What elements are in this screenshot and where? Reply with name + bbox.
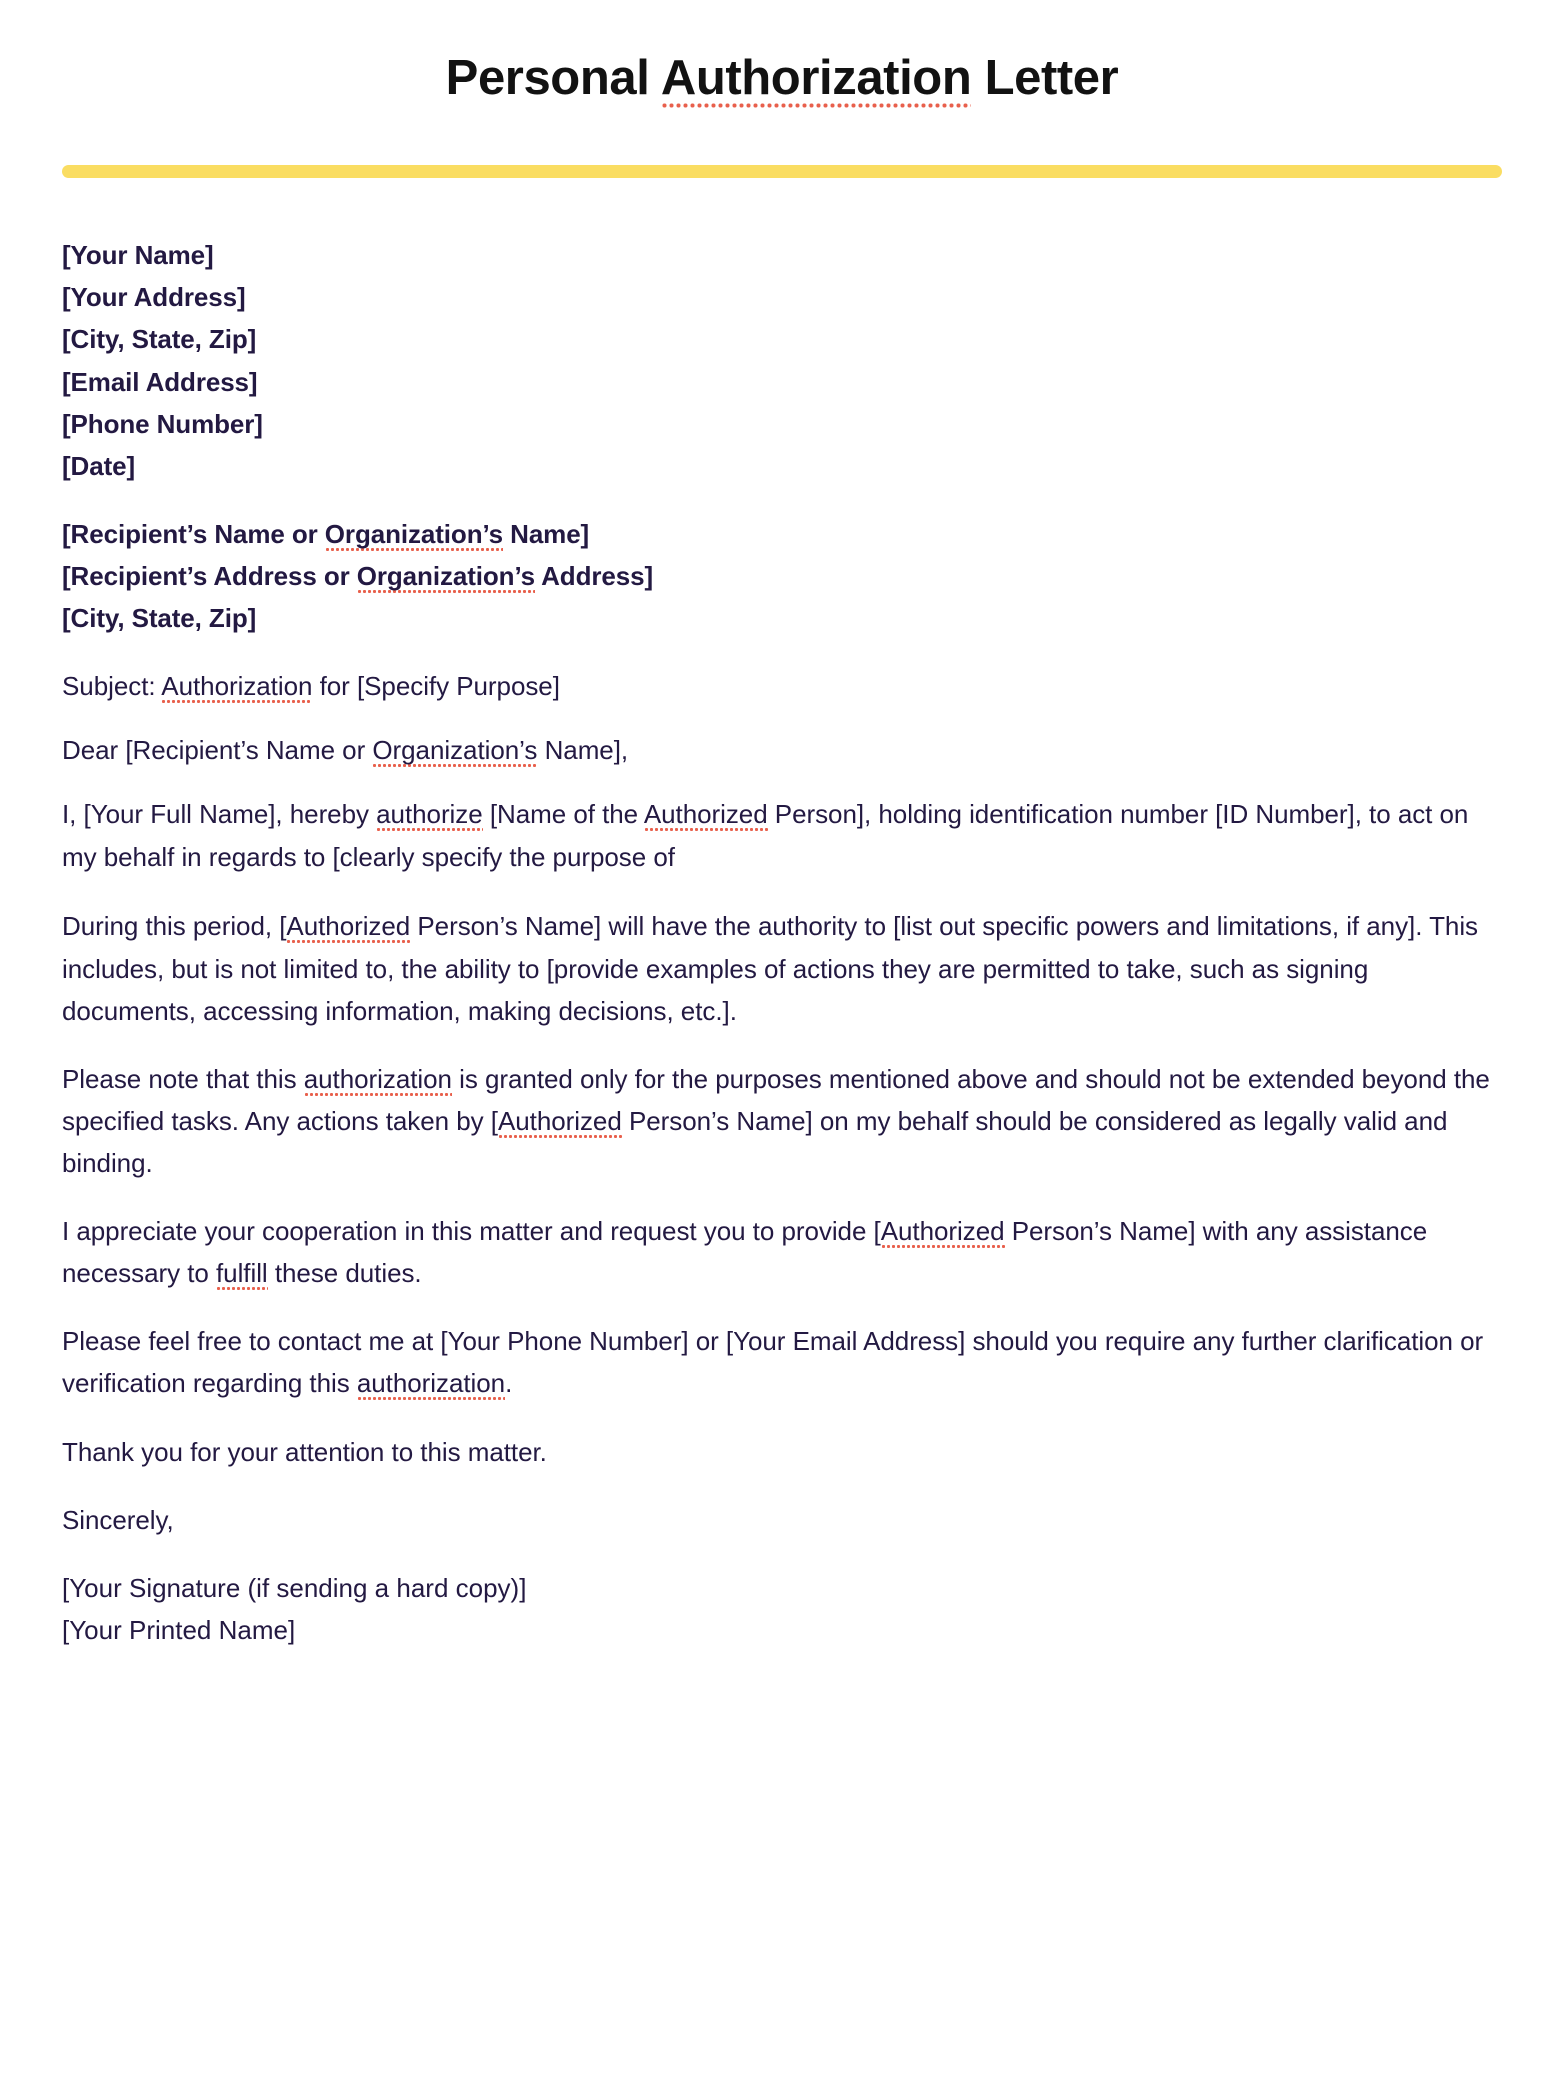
paragraph-authorization-grant-wrapper bbox=[62, 793, 1502, 883]
subject-misspelled-word: Authorization bbox=[161, 671, 312, 704]
p5-misspelled-word-authorization: authorization bbox=[357, 1368, 505, 1401]
p3-misspelled-word-authorization: authorization bbox=[304, 1064, 452, 1097]
sender-address-block bbox=[62, 234, 1502, 487]
paragraph-contact-info bbox=[62, 1320, 1502, 1404]
p5-text-a: Please feel free to contact me at [Your Phone Number] or [Your Email Address] should you require any further clarification or verification regarding this bbox=[62, 1326, 1484, 1399]
address-block-spacer bbox=[62, 487, 1502, 513]
recipient-city-state-zip-line: [City, State, Zip] bbox=[62, 603, 257, 634]
sender-city-state-zip-line: [City, State, Zip] bbox=[62, 324, 257, 355]
title-text-prefix: Personal bbox=[445, 51, 661, 105]
p4-misspelled-word-authorized: Authorized bbox=[881, 1216, 1005, 1249]
sender-email-line: [Email Address] bbox=[62, 366, 258, 397]
recipient-name-text-b: Name] bbox=[503, 518, 590, 549]
recipient-address-text-b: Address] bbox=[534, 561, 654, 592]
p4-misspelled-word-fulfill: fulfill bbox=[216, 1258, 268, 1291]
sign-off-line: Sincerely, bbox=[62, 1504, 174, 1535]
p1-text-c: Person], holding identification number [ID Number], to act on my behalf in regards to [clearly specify the purpose of bbox=[62, 799, 1469, 872]
recipient-address-block bbox=[62, 513, 1502, 639]
printed-name-placeholder-line: [Your Printed Name] bbox=[62, 1614, 296, 1645]
salutation-text-b: Name], bbox=[537, 735, 629, 766]
p2-text-a: During this period, [ bbox=[62, 911, 287, 942]
p4-text-b: Person’s Name] with any assistance necessary to bbox=[62, 1216, 1428, 1289]
recipient-block-spacer bbox=[62, 639, 1502, 665]
p1-text-b: [Name of the bbox=[482, 799, 644, 830]
paragraph-scope-note bbox=[62, 1058, 1502, 1184]
recipient-name-line bbox=[62, 513, 1502, 555]
p4-text-a: I appreciate your cooperation in this matter and request you to provide [ bbox=[62, 1216, 881, 1247]
sender-name-line: [Your Name] bbox=[62, 240, 214, 271]
p1-text-a: I, [Your Full Name], hereby bbox=[62, 799, 377, 830]
p3-text-a: Please note that this bbox=[62, 1063, 304, 1094]
salutation-misspelled-word: Organization’s bbox=[372, 735, 537, 768]
p5-text-b: . bbox=[505, 1368, 513, 1399]
recipient-name-misspelled-word: Organization’s bbox=[325, 519, 503, 552]
p2-misspelled-word-authorized: Authorized bbox=[286, 911, 410, 944]
paragraph-powers-and-limitations bbox=[62, 905, 1502, 1031]
subject-label: Subject: bbox=[62, 671, 162, 702]
date-line: [Date] bbox=[62, 450, 136, 481]
salutation-line bbox=[62, 729, 1502, 771]
recipient-address-text-a: [Recipient’s Address or bbox=[62, 561, 357, 592]
p1-misspelled-word-authorized: Authorized bbox=[644, 799, 768, 832]
salutation-text-a: Dear [Recipient’s Name or bbox=[62, 735, 373, 766]
recipient-address-misspelled-word: Organization’s bbox=[357, 561, 535, 594]
sender-phone-line: [Phone Number] bbox=[62, 408, 263, 439]
paragraph-cooperation-request bbox=[62, 1210, 1502, 1294]
p3-text-c: Person’s Name] on my behalf should be considered as legally valid and binding. bbox=[62, 1105, 1448, 1178]
paragraph-authorization-grant bbox=[62, 793, 1502, 877]
accent-divider bbox=[62, 165, 1502, 178]
page-title bbox=[62, 0, 1502, 109]
title-misspelled-word: Authorization bbox=[661, 51, 972, 109]
p2-text-b: Person’s Name] will have the authority to [list out specific powers and limitations, if any]. This includes, but is not limited to, the ability to [provide examples of actions they are permitted to take, such as signing documents, accessing information, making decisions, etc.]. bbox=[62, 911, 1479, 1026]
subject-line bbox=[62, 665, 1502, 707]
p3-text-b: is granted only for the purposes mentioned above and should not be extended beyond the specified tasks. Any actions taken by [ bbox=[62, 1063, 1490, 1136]
p3-misspelled-word-authorized: Authorized bbox=[498, 1106, 622, 1139]
p4-text-c: these duties. bbox=[267, 1258, 422, 1289]
p1-misspelled-word-authorize: authorize bbox=[376, 799, 483, 832]
recipient-name-text-a: [Recipient’s Name or bbox=[62, 518, 325, 549]
sender-address-line: [Your Address] bbox=[62, 282, 246, 313]
subject-purpose: for [Specify Purpose] bbox=[312, 671, 560, 702]
signature-placeholder-line: [Your Signature (if sending a hard copy)] bbox=[62, 1572, 527, 1603]
letter-body bbox=[62, 178, 1502, 1651]
title-text-suffix: Letter bbox=[971, 51, 1119, 105]
recipient-address-line bbox=[62, 555, 1502, 597]
paragraph-thank-you: Thank you for your attention to this matter. bbox=[62, 1436, 547, 1467]
